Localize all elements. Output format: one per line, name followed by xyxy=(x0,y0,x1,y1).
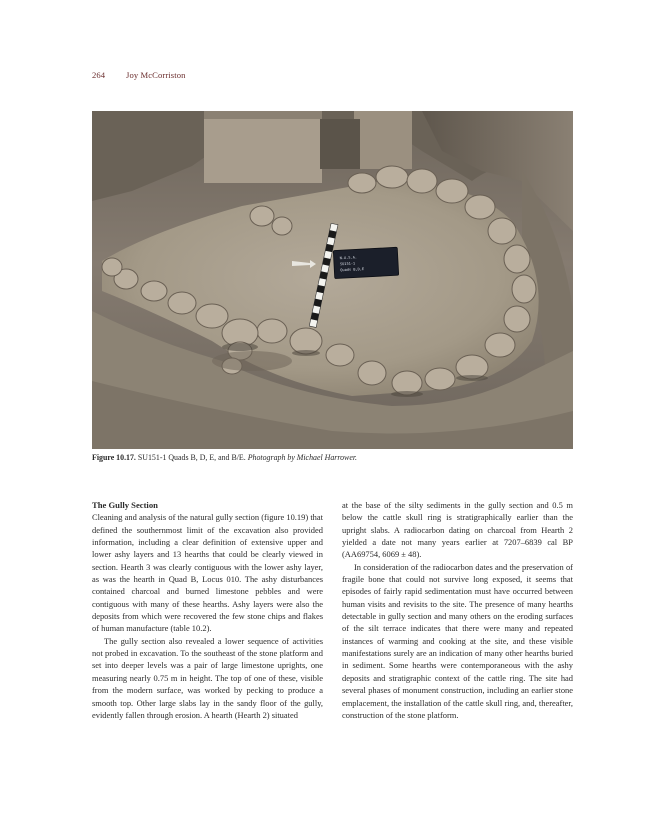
paragraph: at the base of the silty sediments in the gully section and 0.5 m below the cattle skull ring is stratigraphically earlier than the upright slabs. A radiocarbon dating on charcoal from Hearth 2 yielded a date not many years earlier at 7207–6839 cal BP (AA69754, 6069 ± 48). xyxy=(342,500,573,560)
hearth-photo xyxy=(92,111,573,449)
figure-photograph xyxy=(92,111,573,449)
caption-label: Figure 10.17. xyxy=(92,453,136,462)
text-column-left xyxy=(92,499,323,721)
caption-text: SU151-1 Quads B, D, E, and B/E. xyxy=(135,453,248,462)
paragraph: The gully section also revealed a lower sequence of activities not probed in excavation. To the southeast of the stone platform and set into deeper levels was a pair of large limestone uprights, one measuring nearly 0.75 m in height. The top of one of these, visible from the modern surface, was worked by pecking to produce a smooth top. Other large slabs lay in the sandy floor of the gully, evidently fallen through erosion. A hearth (Hearth 2) situated xyxy=(92,635,323,720)
photo-scale-card xyxy=(333,247,398,278)
section-heading: The Gully Section xyxy=(92,500,158,510)
card-line-3: Quads B,D,E xyxy=(340,267,365,273)
running-head-author: Joy McCorriston xyxy=(126,70,186,80)
paragraph: In consideration of the radiocarbon dates and the preservation of fragile bone that could not survive long exposed, it seems that episodes of fairly rapid sedimentation must have occurred between human visits and revisits to the site. The presence of many hearths detectable in gully section and many others on the eroding surfaces of the silt terrace indicates that there were many and repeated instances of warming and cooking at the site, and these visible manifestations surely are an indication of many other hearths buried in sediment. Some hearths were contemporaneous with the ashy deposits and stratigraphic context of the cattle ring. The site had several phases of monument construction, including an earlier stone emplacement, the installation of the cattle skull ring, and, thereafter, construction of the stone platform. xyxy=(342,561,573,720)
figure-caption xyxy=(92,453,573,462)
card-line-1: N.A.S.A. xyxy=(339,255,358,261)
running-head xyxy=(92,70,186,80)
page-number: 264 xyxy=(92,70,106,80)
caption-credit: Photograph by Michael Harrower. xyxy=(247,453,357,462)
paragraph: Cleaning and analysis of the natural gully section (figure 10.19) that defined the southernmost limit of the excavation also provided information, including a clear definition of extensive upper and lower ashy layers and 13 hearths that could be clearly viewed in section. Hearth 3 was clearly contiguous with the lower ashy layer, as was the hearth in Quad B, Locus 010. The ashy disturbances contained charcoal and burned limestone pebbles and were contiguous with many of these hearths. Ashy layers were also the deposits from which were recovered the few stone chips and flakes of human manufacture (table 10.2). xyxy=(92,512,323,634)
card-line-2: SU151-1 xyxy=(339,261,356,267)
text-column-right xyxy=(342,499,573,721)
